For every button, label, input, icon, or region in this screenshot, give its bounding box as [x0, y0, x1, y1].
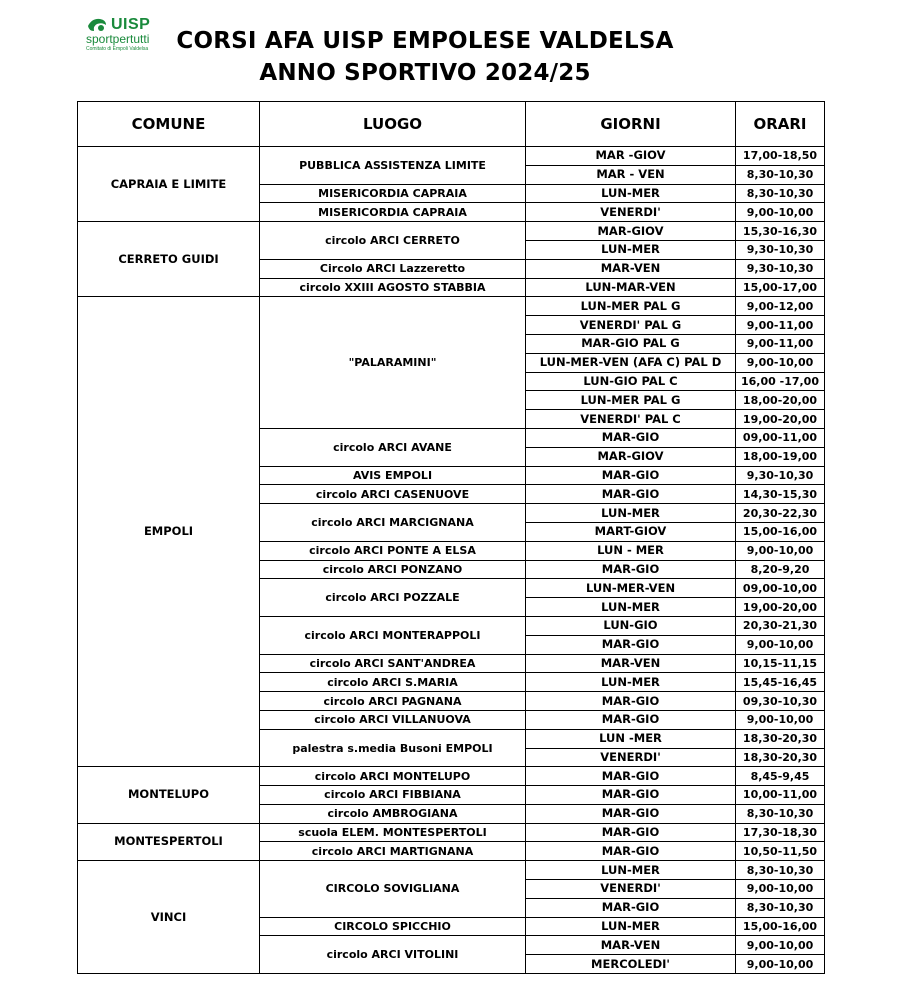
- orari-cell: 9,00-10,00: [736, 203, 825, 222]
- giorni-cell: MAR-GIO: [526, 692, 736, 711]
- orari-cell: 9,00-10,00: [736, 880, 825, 899]
- giorni-cell: MAR-GIO: [526, 767, 736, 786]
- orari-cell: 16,00 -17,00: [736, 372, 825, 391]
- comune-cell: EMPOLI: [78, 297, 260, 767]
- orari-cell: 9,00-11,00: [736, 334, 825, 353]
- giorni-cell: MAR-GIO: [526, 898, 736, 917]
- luogo-cell: circolo ARCI CASENUOVE: [260, 485, 526, 504]
- orari-cell: 10,00-11,00: [736, 786, 825, 805]
- giorni-cell: MAR-GIOV: [526, 222, 736, 241]
- orari-cell: 9,00-10,00: [736, 353, 825, 372]
- luogo-cell: circolo ARCI AVANE: [260, 428, 526, 466]
- luogo-cell: "PALARAMINI": [260, 297, 526, 429]
- luogo-cell: circolo ARCI PONZANO: [260, 560, 526, 579]
- orari-cell: 20,30-21,30: [736, 616, 825, 635]
- logo-committee: Comitato di Empoli Valdelsa: [86, 46, 149, 52]
- giorni-cell: MAR-VEN: [526, 654, 736, 673]
- orari-cell: 15,30-16,30: [736, 222, 825, 241]
- luogo-cell: circolo ARCI PAGNANA: [260, 692, 526, 711]
- giorni-cell: VENERDI': [526, 880, 736, 899]
- table-header-row: [78, 102, 825, 147]
- giorni-cell: LUN -MER: [526, 729, 736, 748]
- giorni-cell: LUN-MER: [526, 598, 736, 617]
- luogo-cell: circolo ARCI MONTELUPO: [260, 767, 526, 786]
- orari-cell: 9,00-10,00: [736, 936, 825, 955]
- giorni-cell: MAR-GIOV: [526, 447, 736, 466]
- luogo-cell: circolo ARCI PONTE A ELSA: [260, 541, 526, 560]
- orari-cell: 9,00-10,00: [736, 710, 825, 729]
- giorni-cell: LUN-MER: [526, 240, 736, 259]
- giorni-cell: VENERDI' PAL C: [526, 410, 736, 429]
- table-row: [78, 147, 825, 166]
- orari-cell: 9,30-10,30: [736, 240, 825, 259]
- header-luogo: LUOGO: [260, 102, 526, 147]
- orari-cell: 19,00-20,00: [736, 598, 825, 617]
- orari-cell: 8,30-10,30: [736, 861, 825, 880]
- table-row: [78, 222, 825, 241]
- giorni-cell: MAR-VEN: [526, 259, 736, 278]
- luogo-cell: circolo ARCI CERRETO: [260, 222, 526, 260]
- giorni-cell: MAR-GIO: [526, 428, 736, 447]
- giorni-cell: MAR -GIOV: [526, 147, 736, 166]
- giorni-cell: VENERDI' PAL G: [526, 316, 736, 335]
- orari-cell: 9,00-10,00: [736, 541, 825, 560]
- luogo-cell: circolo ARCI VITOLINI: [260, 936, 526, 974]
- orari-cell: 15,00-16,00: [736, 522, 825, 541]
- giorni-cell: LUN-GIO: [526, 616, 736, 635]
- luogo-cell: scuola ELEM. MONTESPERTOLI: [260, 823, 526, 842]
- orari-cell: 18,30-20,30: [736, 748, 825, 767]
- giorni-cell: VENERDI': [526, 748, 736, 767]
- orari-cell: 8,30-10,30: [736, 804, 825, 823]
- luogo-cell: circolo XXIII AGOSTO STABBIA: [260, 278, 526, 297]
- uisp-logo: [86, 16, 170, 62]
- orari-cell: 18,30-20,30: [736, 729, 825, 748]
- giorni-cell: MAR-GIO: [526, 485, 736, 504]
- page-subtitle: ANNO SPORTIVO 2024/25: [259, 60, 591, 86]
- luogo-cell: MISERICORDIA CAPRAIA: [260, 203, 526, 222]
- orari-cell: 9,00-11,00: [736, 316, 825, 335]
- luogo-cell: circolo AMBROGIANA: [260, 804, 526, 823]
- orari-cell: 8,30-10,30: [736, 898, 825, 917]
- giorni-cell: LUN-MER PAL G: [526, 297, 736, 316]
- luogo-cell: circolo ARCI VILLANUOVA: [260, 710, 526, 729]
- orari-cell: 8,30-10,30: [736, 184, 825, 203]
- giorni-cell: MAR-GIO: [526, 842, 736, 861]
- luogo-cell: CIRCOLO SPICCHIO: [260, 917, 526, 936]
- orari-cell: 17,00-18,50: [736, 147, 825, 166]
- luogo-cell: circolo ARCI SANT'ANDREA: [260, 654, 526, 673]
- giorni-cell: MAR-VEN: [526, 936, 736, 955]
- giorni-cell: LUN-MER: [526, 861, 736, 880]
- giorni-cell: MERCOLEDI': [526, 955, 736, 974]
- luogo-cell: circolo ARCI FIBBIANA: [260, 786, 526, 805]
- orari-cell: 9,30-10,30: [736, 259, 825, 278]
- orari-cell: 8,45-9,45: [736, 767, 825, 786]
- comune-cell: MONTESPERTOLI: [78, 823, 260, 861]
- orari-cell: 15,00-16,00: [736, 917, 825, 936]
- orari-cell: 09,30-10,30: [736, 692, 825, 711]
- table-row: [78, 823, 825, 842]
- giorni-cell: LUN-MER-VEN: [526, 579, 736, 598]
- orari-cell: 17,30-18,30: [736, 823, 825, 842]
- giorni-cell: MAR-GIO: [526, 635, 736, 654]
- courses-table: [77, 101, 825, 974]
- orari-cell: 20,30-22,30: [736, 504, 825, 523]
- giorni-cell: LUN-MER: [526, 184, 736, 203]
- table-row: [78, 861, 825, 880]
- orari-cell: 15,00-17,00: [736, 278, 825, 297]
- giorni-cell: LUN-MER: [526, 673, 736, 692]
- header-comune: COMUNE: [78, 102, 260, 147]
- orari-cell: 18,00-20,00: [736, 391, 825, 410]
- giorni-cell: LUN-MER-VEN (AFA C) PAL D: [526, 353, 736, 372]
- giorni-cell: MAR - VEN: [526, 165, 736, 184]
- luogo-cell: AVIS EMPOLI: [260, 466, 526, 485]
- giorni-cell: LUN-MER PAL G: [526, 391, 736, 410]
- orari-cell: 15,45-16,45: [736, 673, 825, 692]
- orari-cell: 09,00-10,00: [736, 579, 825, 598]
- luogo-cell: circolo ARCI MARTIGNANA: [260, 842, 526, 861]
- luogo-cell: palestra s.media Busoni EMPOLI: [260, 729, 526, 767]
- header-giorni: GIORNI: [526, 102, 736, 147]
- giorni-cell: LUN-GIO PAL C: [526, 372, 736, 391]
- giorni-cell: MAR-GIO: [526, 786, 736, 805]
- orari-cell: 9,30-10,30: [736, 466, 825, 485]
- logo-name: UISP: [111, 16, 151, 33]
- giorni-cell: MAR-GIO: [526, 560, 736, 579]
- luogo-cell: PUBBLICA ASSISTENZA LIMITE: [260, 147, 526, 185]
- giorni-cell: MAR-GIO: [526, 466, 736, 485]
- table-row: [78, 767, 825, 786]
- comune-cell: CAPRAIA E LIMITE: [78, 147, 260, 222]
- orari-cell: 9,00-12,00: [736, 297, 825, 316]
- orari-cell: 9,00-10,00: [736, 635, 825, 654]
- header-orari: ORARI: [736, 102, 825, 147]
- luogo-cell: circolo ARCI MONTERAPPOLI: [260, 616, 526, 654]
- giorni-cell: LUN-MER: [526, 917, 736, 936]
- orari-cell: 09,00-11,00: [736, 428, 825, 447]
- orari-cell: 8,30-10,30: [736, 165, 825, 184]
- table-body: [78, 147, 825, 974]
- giorni-cell: LUN-MAR-VEN: [526, 278, 736, 297]
- luogo-cell: circolo ARCI S.MARIA: [260, 673, 526, 692]
- giorni-cell: VENERDI': [526, 203, 736, 222]
- orari-cell: 9,00-10,00: [736, 955, 825, 974]
- giorni-cell: MAR-GIO: [526, 804, 736, 823]
- luogo-cell: CIRCOLO SOVIGLIANA: [260, 861, 526, 917]
- comune-cell: CERRETO GUIDI: [78, 222, 260, 297]
- giorni-cell: MAR-GIO: [526, 823, 736, 842]
- orari-cell: 10,50-11,50: [736, 842, 825, 861]
- giorni-cell: LUN - MER: [526, 541, 736, 560]
- giorni-cell: MART-GIOV: [526, 522, 736, 541]
- table-row: [78, 297, 825, 316]
- page-title: CORSI AFA UISP EMPOLESE VALDELSA: [176, 28, 674, 54]
- orari-cell: 8,20-9,20: [736, 560, 825, 579]
- comune-cell: MONTELUPO: [78, 767, 260, 823]
- luogo-cell: circolo ARCI POZZALE: [260, 579, 526, 617]
- luogo-cell: Circolo ARCI Lazzeretto: [260, 259, 526, 278]
- logo-tagline: sportpertutti: [86, 32, 150, 46]
- luogo-cell: circolo ARCI MARCIGNANA: [260, 504, 526, 542]
- luogo-cell: MISERICORDIA CAPRAIA: [260, 184, 526, 203]
- orari-cell: 18,00-19,00: [736, 447, 825, 466]
- giorni-cell: LUN-MER: [526, 504, 736, 523]
- orari-cell: 19,00-20,00: [736, 410, 825, 429]
- orari-cell: 14,30-15,30: [736, 485, 825, 504]
- giorni-cell: MAR-GIO PAL G: [526, 334, 736, 353]
- comune-cell: VINCI: [78, 861, 260, 974]
- orari-cell: 10,15-11,15: [736, 654, 825, 673]
- giorni-cell: MAR-GIO: [526, 710, 736, 729]
